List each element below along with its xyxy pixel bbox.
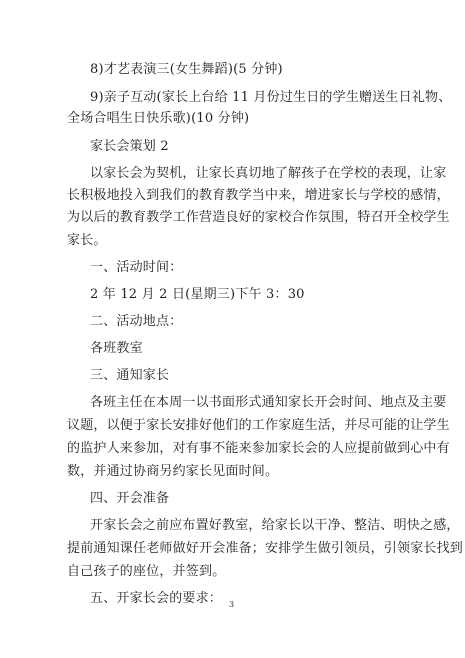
paragraph-line-1: 以家长会为契机，让家长真切地了解孩子在学校的表现，让家: [90, 166, 447, 181]
section-title: 家长会策划 2: [90, 139, 169, 154]
notify-line-4: 数，并通过协商另约家长见面时间。: [67, 464, 279, 479]
heading-activity-time: 一、活动时间：: [90, 260, 183, 275]
text-line-2: 9)亲子互动(家长上台给 11 月份过生日的学生赠送生日礼物、: [90, 90, 452, 105]
activity-location-value: 各班教室: [90, 341, 143, 356]
page-number: 3: [229, 600, 235, 609]
activity-time-value: 2 年 12 月 2 日(星期三)下午 3：30: [90, 287, 305, 302]
text-line-1: 8)才艺表演三(女生舞蹈)(5 分钟): [90, 62, 283, 77]
paragraph-line-3: 为以后的教育教学工作营造良好的家校合作氛围，特召开全校学生: [67, 210, 450, 225]
heading-preparation: 四、开会准备: [90, 491, 170, 506]
text-line-3: 全场合唱生日快乐歌)(10 分钟): [67, 111, 250, 126]
heading-notify-parents: 三、通知家长: [90, 368, 170, 383]
heading-requirements: 五、开家长会的要求：: [90, 591, 223, 606]
preparation-line-2: 提前通知课任老师做好开会准备；安排学生做引领员，引领家长找到: [67, 541, 464, 556]
preparation-line-1: 开家长会之前应布置好教室，给家长以干净、整洁、明快之感，: [90, 518, 460, 533]
notify-line-3: 的监护人来参加，对有事不能来参加家长会的人应提前做到心中有: [67, 441, 450, 456]
notify-line-2: 议题，以便于家长安排好他们的工作家庭生活，并尽可能的让学生: [67, 418, 450, 433]
notify-line-1: 各班主任在本周一以书面形式通知家长开会时间、地点及主要: [90, 395, 447, 410]
paragraph-line-2: 长积极地投入到我们的教育教学当中来，增进家长与学校的感情，: [67, 188, 450, 203]
paragraph-line-4: 家长。: [67, 233, 107, 248]
preparation-line-3: 自己孩子的座位，并签到。: [67, 564, 226, 579]
heading-activity-location: 二、活动地点：: [90, 314, 183, 329]
